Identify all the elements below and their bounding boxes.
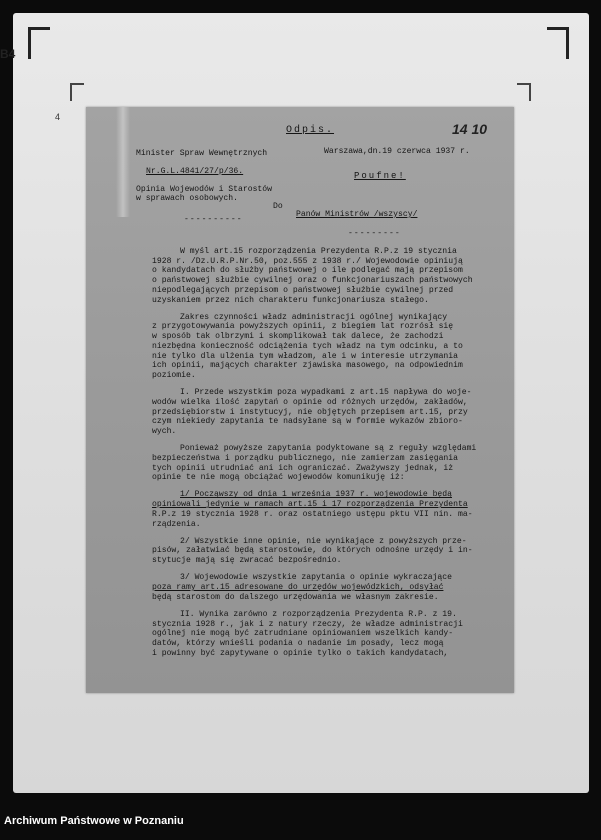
subject-line: Opinia Wojewodów i Starostów xyxy=(136,185,272,194)
subject-line: w sprawach osobowych. xyxy=(136,194,238,204)
point-2 xyxy=(152,537,510,566)
recipient: Panów Ministrów /wszyscy/ xyxy=(296,210,418,219)
text-line: Ponieważ powyższe zapytania podyktowane są z reguły względami xyxy=(180,444,477,454)
text-line: przedsiębiorstw i instytucyj, nie objętych przepisem art.15, przy xyxy=(152,407,468,417)
text-line: W myśl art.15 rozporządzenia Prezydenta R.P.z 19 stycznia xyxy=(180,247,457,256)
text-line: ogólnej nie mogą być zatrudniane opiniowaniem wszelkich kandy- xyxy=(152,629,454,639)
text-line: R.P.z 19 stycznia 1928 r. oraz ostatniego ustępu pktu VII nin. ma- xyxy=(152,509,473,519)
text-line: stycznia 1928 r., jak i z natury rzeczy, że władze administracji xyxy=(152,619,463,629)
text-line: wych. xyxy=(152,426,177,436)
text-line: II. Wynika zarówno z rozporządzenia Prezydenta R.P. z 19. xyxy=(180,610,457,619)
archive-name: Archiwum Państwowe w Poznaniu xyxy=(4,815,184,827)
text-line: I. Przede wszystkim poza wypadkami z art.15 napływa do woje- xyxy=(180,388,472,398)
corner-mark-inner-left xyxy=(70,83,84,101)
text-line: 1/ Począwszy od dnia 1 września 1937 r. wojewodowie będą xyxy=(180,490,452,500)
text-line: poza ramy art.15 adresowane do urzędów wojewódzkich, odsyłać xyxy=(152,583,444,593)
text-line: Zakres czynności władz administracji ogólnej wynikający xyxy=(180,312,448,322)
corner-mark-top-right xyxy=(547,27,569,59)
classification: Poufne! xyxy=(354,171,406,181)
section-2 xyxy=(152,610,510,659)
text-line: w sposób tak olbrzymi i skomplikował tak dalece, że zachodzi xyxy=(152,332,444,342)
text-line: datów, którzy wnieśli podania o nadanie im posady, lecz mogą xyxy=(152,639,444,649)
text-line: tych opinii utrudniać ani ich ograniczać. Zważywszy jednak, iż xyxy=(152,463,454,473)
subject xyxy=(136,185,272,204)
text-line: nie tylko dla ulżenia tym władzom, ale i w interesie utrzymania xyxy=(152,351,458,361)
text-line: opinie te nie mogą obciążać wojewodów komunikuję iż: xyxy=(152,473,405,483)
text-line: 2/ Wszystkie inne opinie, nie wynikające z powyższych prze- xyxy=(180,536,467,546)
text-line: rządzenia. xyxy=(152,519,201,529)
text-line: o kandydatach do służby państwowej o ile podlegać mają przepisom xyxy=(152,266,463,276)
to-word: Do xyxy=(273,202,283,211)
text-line: uzyskaniem przez nich charakteru funkcjonariusza stałego. xyxy=(152,295,429,305)
scan-label: B4 xyxy=(0,47,16,61)
separator-right: --------- xyxy=(348,229,401,238)
text-line: z przygotowywania powyższych opinii, z biegiem lat rozrósł się xyxy=(152,322,454,332)
paragraph-4 xyxy=(152,444,510,483)
separator-left: ---------- xyxy=(184,215,243,224)
paragraph-1 xyxy=(152,247,510,305)
place-date: Warszawa,dn.19 czerwca 1937 r. xyxy=(324,147,470,156)
document-body xyxy=(152,247,510,666)
text-line: wodów wielka ilość zapytań o opinie od różnych urzędów, zakładów, xyxy=(152,397,468,407)
paragraph-3 xyxy=(152,388,510,437)
document-page xyxy=(86,107,514,693)
text-line: niepodlegających przepisom o państwowej służbie cywilnej przed xyxy=(152,285,454,295)
corner-mark-inner-right xyxy=(517,83,531,101)
text-line: 3/ Wojewodowie wszystkie zapytania o opinie wykraczające xyxy=(180,573,452,583)
folio-number: 14 10 xyxy=(452,121,488,137)
text-line: i powinny być zapytywane o opinie tylko o takich kandydatach, xyxy=(152,648,449,658)
point-1 xyxy=(152,490,510,529)
text-line: czym niekiedy zapytania te nadsyłane są w formie wykazów zbioro- xyxy=(152,417,463,427)
reference-number: Nr.G.L.4841/27/p/36. xyxy=(146,167,244,176)
text-line: będą starostom do dalszego urzędowania we własnym zakresie. xyxy=(152,592,439,602)
paper-fold xyxy=(116,107,130,217)
text-line: niezbędna konieczność odciążenia tych władz na tym odcinku, a to xyxy=(152,341,463,351)
text-line: poziomie. xyxy=(152,370,196,380)
copy-mark: Odpis. xyxy=(286,125,335,136)
corner-mark-top-left xyxy=(28,27,50,59)
text-line: bezpieczeństwa i porządku publicznego, nie zamierzam zasięgania xyxy=(152,453,458,463)
paragraph-2 xyxy=(152,313,510,381)
text-line: stytucje mają się zwracać bezpośrednio. xyxy=(152,556,342,566)
point-3 xyxy=(152,573,510,602)
text-line: 1928 r. /Dz.U.R.P.Nr.50, poz.555 z 1938 r./ Wojewodowie opiniują xyxy=(152,256,463,266)
text-line: opiniowali jedynie w ramach art.15 i 17 rozporządzenia Prezydenta xyxy=(152,500,468,510)
text-line: pisów, załatwiać będą starostowie, do których odnośne urzędy i in- xyxy=(152,546,473,556)
page-label: 4 xyxy=(55,112,61,122)
text-line: o państwowej służbie cywilnej oraz o funkcjonariuszach państwowych xyxy=(152,276,473,286)
sender: Minister Spraw Wewnętrznych xyxy=(136,149,268,158)
text-line: ich opinii, mających charakter zjawiska masowego, na odpowiednim xyxy=(152,361,463,371)
